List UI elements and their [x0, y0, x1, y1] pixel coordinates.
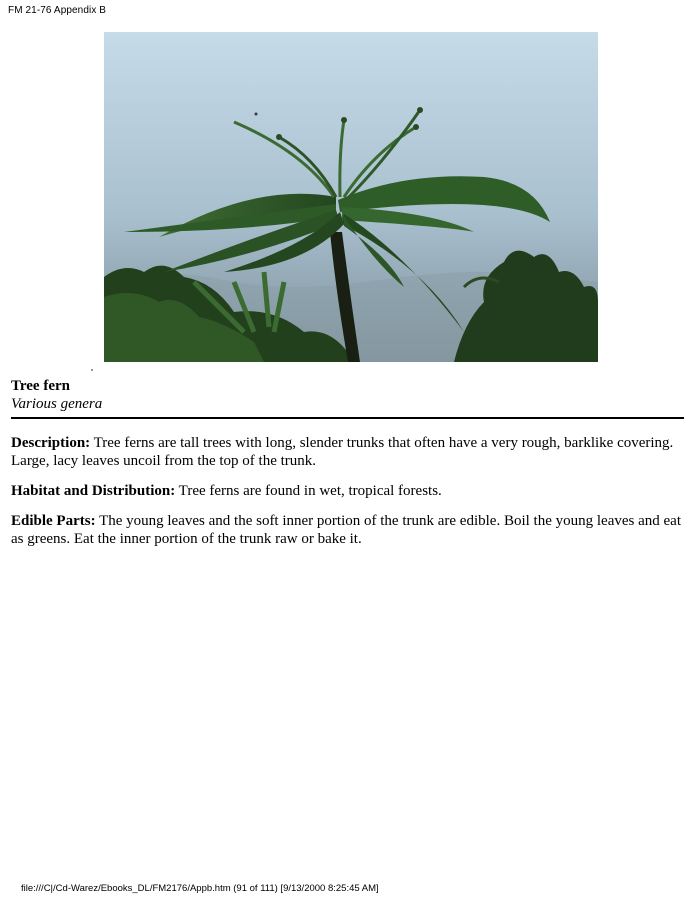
- habitat-label: Habitat and Distribution:: [11, 483, 176, 499]
- section-divider: [11, 417, 684, 419]
- edible-parts-paragraph: [11, 512, 683, 548]
- edible-parts-label: Edible Parts:: [11, 513, 96, 529]
- running-header: FM 21-76 Appendix B: [8, 5, 107, 16]
- stray-mark: [91, 369, 93, 371]
- plant-genus: Various genera: [11, 396, 103, 412]
- description-text: Tree ferns are tall trees with long, slender trunks that often have a very rough, barklike covering. Large, lacy leaves uncoil from the top of the trunk.: [11, 435, 674, 469]
- plant-details: [11, 434, 683, 560]
- plant-name: Tree fern: [11, 378, 70, 394]
- tree-fern-photo: [104, 32, 598, 362]
- habitat-paragraph: [11, 482, 683, 500]
- source-footer: file:///C|/Cd-Warez/Ebooks_DL/FM2176/Appb.htm (91 of 111) [9/13/2000 8:25:45 AM]: [21, 883, 379, 894]
- description-label: Description:: [11, 435, 91, 451]
- habitat-text: Tree ferns are found in wet, tropical forests.: [175, 483, 442, 499]
- plant-heading: [11, 377, 102, 413]
- description-paragraph: [11, 434, 683, 470]
- edible-parts-text: The young leaves and the soft inner portion of the trunk are edible. Boil the young leaves and eat as greens. Eat the inner portion of the trunk raw or bake it.: [11, 513, 681, 547]
